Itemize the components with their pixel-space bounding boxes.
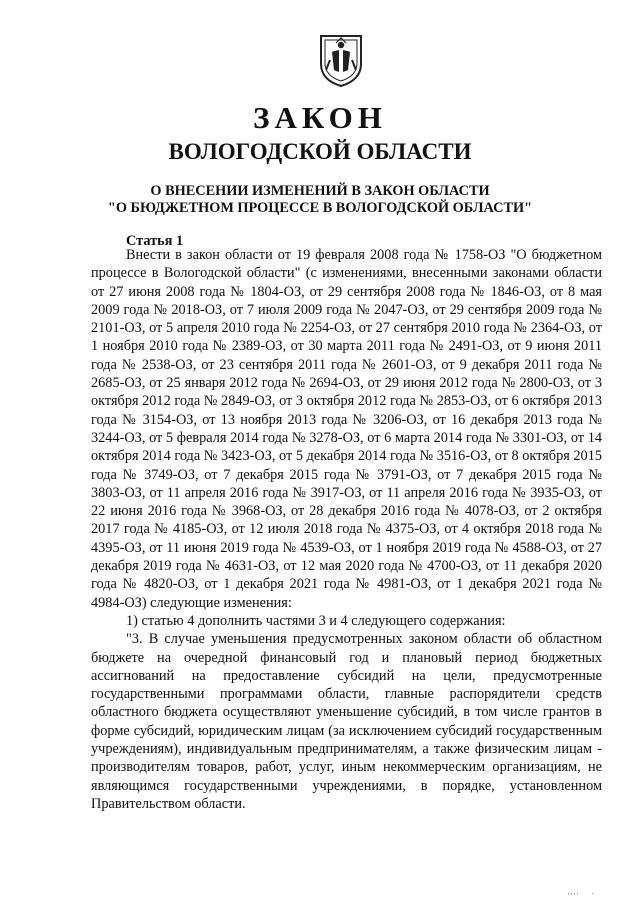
region-title: ВОЛОГОДСКОЙ ОБЛАСТИ: [168, 139, 472, 164]
article-quote-part-3: "3. В случае уменьшения предусмотренных законом области об областном бюджете на очередной финансовый год и плановый период бюджетных ассигнований на предоставление субсидий на цели, предусмотренные государственными программами области, главные распорядители средств областного бюджета осуществляют уменьшение субсидий, в том числе грантов в форме субсидий, юридическим лицам (за исключением субсидий государственным учреждениям), индивидуальным предпринимателям, а также физическим лицам - производителям товаров, работ, услуг, иным некоммерческим организациям, не являющимся государственными учреждениями, в порядке, установленном Правительством области.: [91, 631, 602, 812]
coat-of-arms-icon: [318, 30, 364, 88]
article-item-1: 1) статью 4 дополнить частями 3 и 4 следующего содержания:: [126, 612, 506, 629]
scan-marks: ' ' ' ' ': [568, 892, 594, 900]
article-heading: Статья 1: [126, 233, 184, 249]
subtitle-line-2: "О БЮДЖЕТНОМ ПРОЦЕССЕ В ВОЛОГОДСКОЙ ОБЛАСТИ": [107, 200, 533, 216]
subtitle-line-1: О ВНЕСЕНИИ ИЗМЕНЕНИЙ В ЗАКОН ОБЛАСТИ: [150, 183, 490, 199]
article-body: [91, 246, 602, 813]
law-title: ЗАКОН: [253, 100, 387, 135]
law-subtitle: [0, 183, 640, 217]
article-paragraph-1: Внести в закон области от 19 февраля 2008 года № 1758-ОЗ "О бюджетном процессе в Вологодской области" (с изменениями, внесенными законами области от 27 июня 2008 года № 1804-ОЗ, от 29 сентября 2008 года № 1846-ОЗ, от 8 мая 2009 года № 2018-ОЗ, от 7 июля 2009 года № 2047-ОЗ, от 29 сентября 2009 года № 2101-ОЗ, от 5 апреля 2010 года № 2254-ОЗ, от 27 сентября 2010 года № 2364-ОЗ, от 1 ноября 2010 года № 2389-ОЗ, от 30 марта 2011 года № 2491-ОЗ, от 9 июня 2011 года № 2538-ОЗ, от 23 сентября 2011 года № 2601-ОЗ, от 9 декабря 2011 года № 2685-ОЗ, от 25 января 2012 года № 2694-ОЗ, от 29 июня 2012 года № 2800-ОЗ, от 3 октября 2012 года № 2849-ОЗ, от 3 октября 2012 года № 2853-ОЗ, от 6 октября 2013 года № 3154-ОЗ, от 13 ноября 2013 года № 3206-ОЗ, от 16 декабря 2013 года № 3244-ОЗ, от 5 февраля 2014 года № 3278-ОЗ, от 6 марта 2014 года № 3301-ОЗ, от 14 октября 2014 года № 3423-ОЗ, от 5 декабря 2014 года № 3516-ОЗ, от 8 октября 2015 года № 3749-ОЗ, от 7 декабря 2015 года № 3791-ОЗ, от 7 декабря 2015 года № 3803-ОЗ, от 11 апреля 2016 года № 3917-ОЗ, от 11 апреля 2016 года № 3935-ОЗ, от 22 июня 2016 года № 3968-ОЗ, от 28 декабря 2016 года № 4078-ОЗ, от 2 октября 2017 года № 4185-ОЗ, от 12 июля 2018 года № 4375-ОЗ, от 4 октября 2018 года № 4395-ОЗ, от 11 июня 2019 года № 4539-ОЗ, от 1 ноября 2019 года № 4588-ОЗ, от 27 декабря 2019 года № 4631-ОЗ, от 12 мая 2020 года № 4700-ОЗ, от 11 декабря 2020 года № 4820-ОЗ, от 1 декабря 2021 года № 4981-ОЗ, от 1 декабря 2021 года № 4984-ОЗ) следующие изменения:: [91, 247, 602, 611]
